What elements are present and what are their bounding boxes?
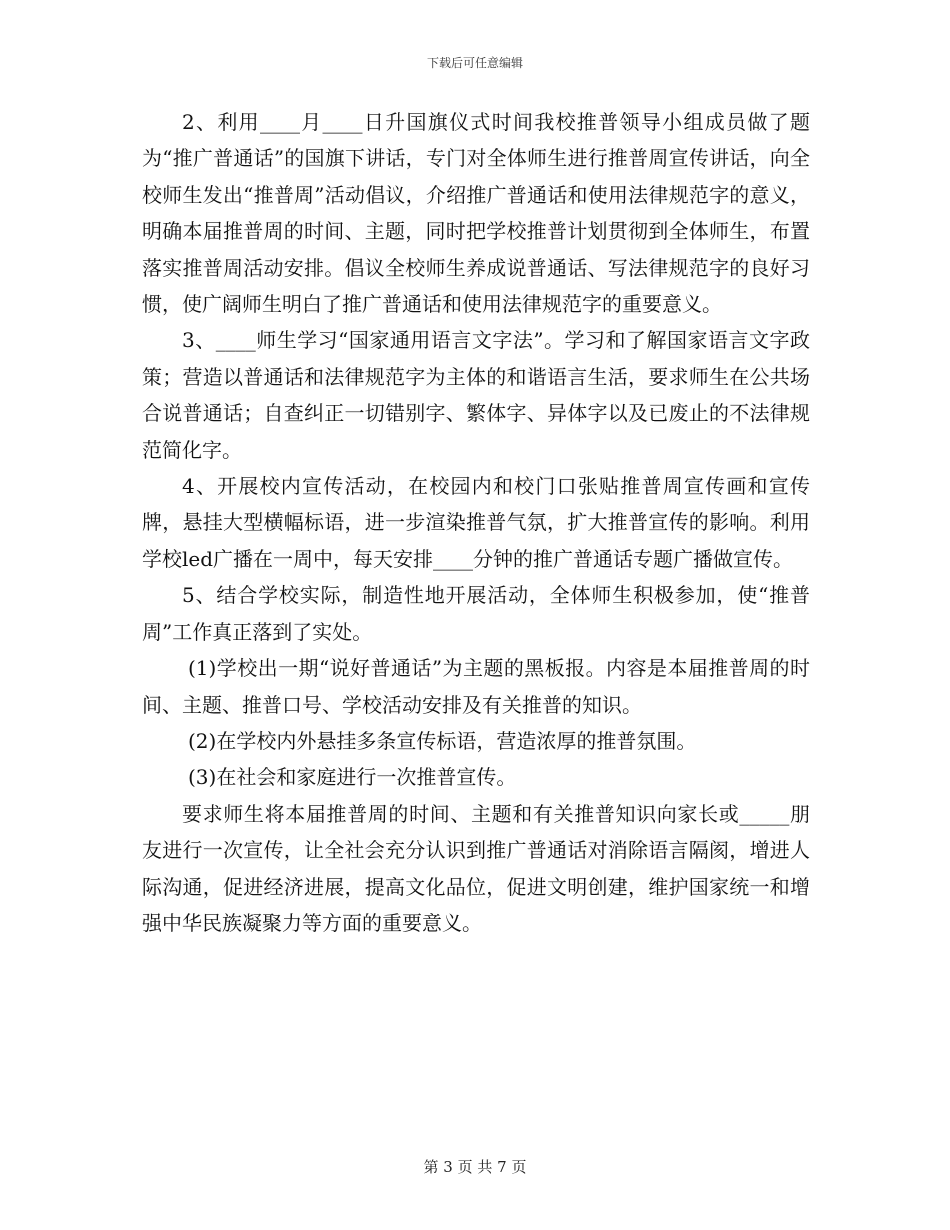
page-number: 第 3 页 共 7 页 [423, 1158, 527, 1176]
header-note: 下载后可任意编辑 [426, 56, 523, 70]
paragraph-requirement: 要求师生将本届推普周的时间、主题和有关推普知识向家长或_____朋友进行一次宣传，让全社会充分认识到推广普通话对消除语言隔阂，增进人际沟通，促进经济进展，提高文化品位，促进文明创建，维护国家统一和增强中华民族凝聚力等方面的重要意义。 [142, 801, 810, 935]
paragraph-subitem-2: (2)在学校内外悬挂多条宣传标语，营造浓厚的推普氛围。 [188, 728, 697, 753]
paragraph-item-5: 5、结合学校实际，制造性地开展活动，全体师生积极参加，使“推普周”工作真正落到了实处。 [142, 583, 810, 644]
paragraph-item-3: 3、____师生学习“国家通用语言文字法”。学习和了解国家语言文字政策；营造以普通话和法律规范字为主体的和谐语言生活，要求师生在公共场合说普通话；自查纠正一切错别字、繁体字、异体字以及已废止的不法律规范简化字。 [142, 328, 810, 462]
paragraph-subitem-3: (3)在社会和家庭进行一次推普宣传。 [188, 765, 517, 790]
paragraph-item-2: 2、利用____月____日升国旗仪式时间我校推普领导小组成员做了题为“推广普通话”的国旗下讲话，专门对全体师生进行推普周宣传讲话，向全校师生发出“推普周”活动倡议，介绍推广普通话和使用法律规范字的意义，明确本届推普周的时间、主题，同时把学校推普计划贯彻到全体师生，布置落实推普周活动安排。倡议全校师生养成说普通话、写法律规范字的良好习惯，使广阔师生明白了推广普通话和使用法律规范字的重要意义。 [142, 110, 810, 317]
paragraph-item-4: 4、开展校内宣传活动，在校园内和校门口张贴推普周宣传画和宣传牌，悬挂大型横幅标语，进一步渲染推普气氛，扩大推普宣传的影响。利用学校led广播在一周中，每天安排____分钟的推广普通话专题广播做宣传。 [142, 474, 810, 571]
paragraph-subitem-1: (1)学校出一期“说好普通话”为主题的黑板报。内容是本届推普周的时间、主题、推普口号、学校活动安排及有关推普的知识。 [142, 656, 810, 717]
document-body [142, 104, 810, 941]
